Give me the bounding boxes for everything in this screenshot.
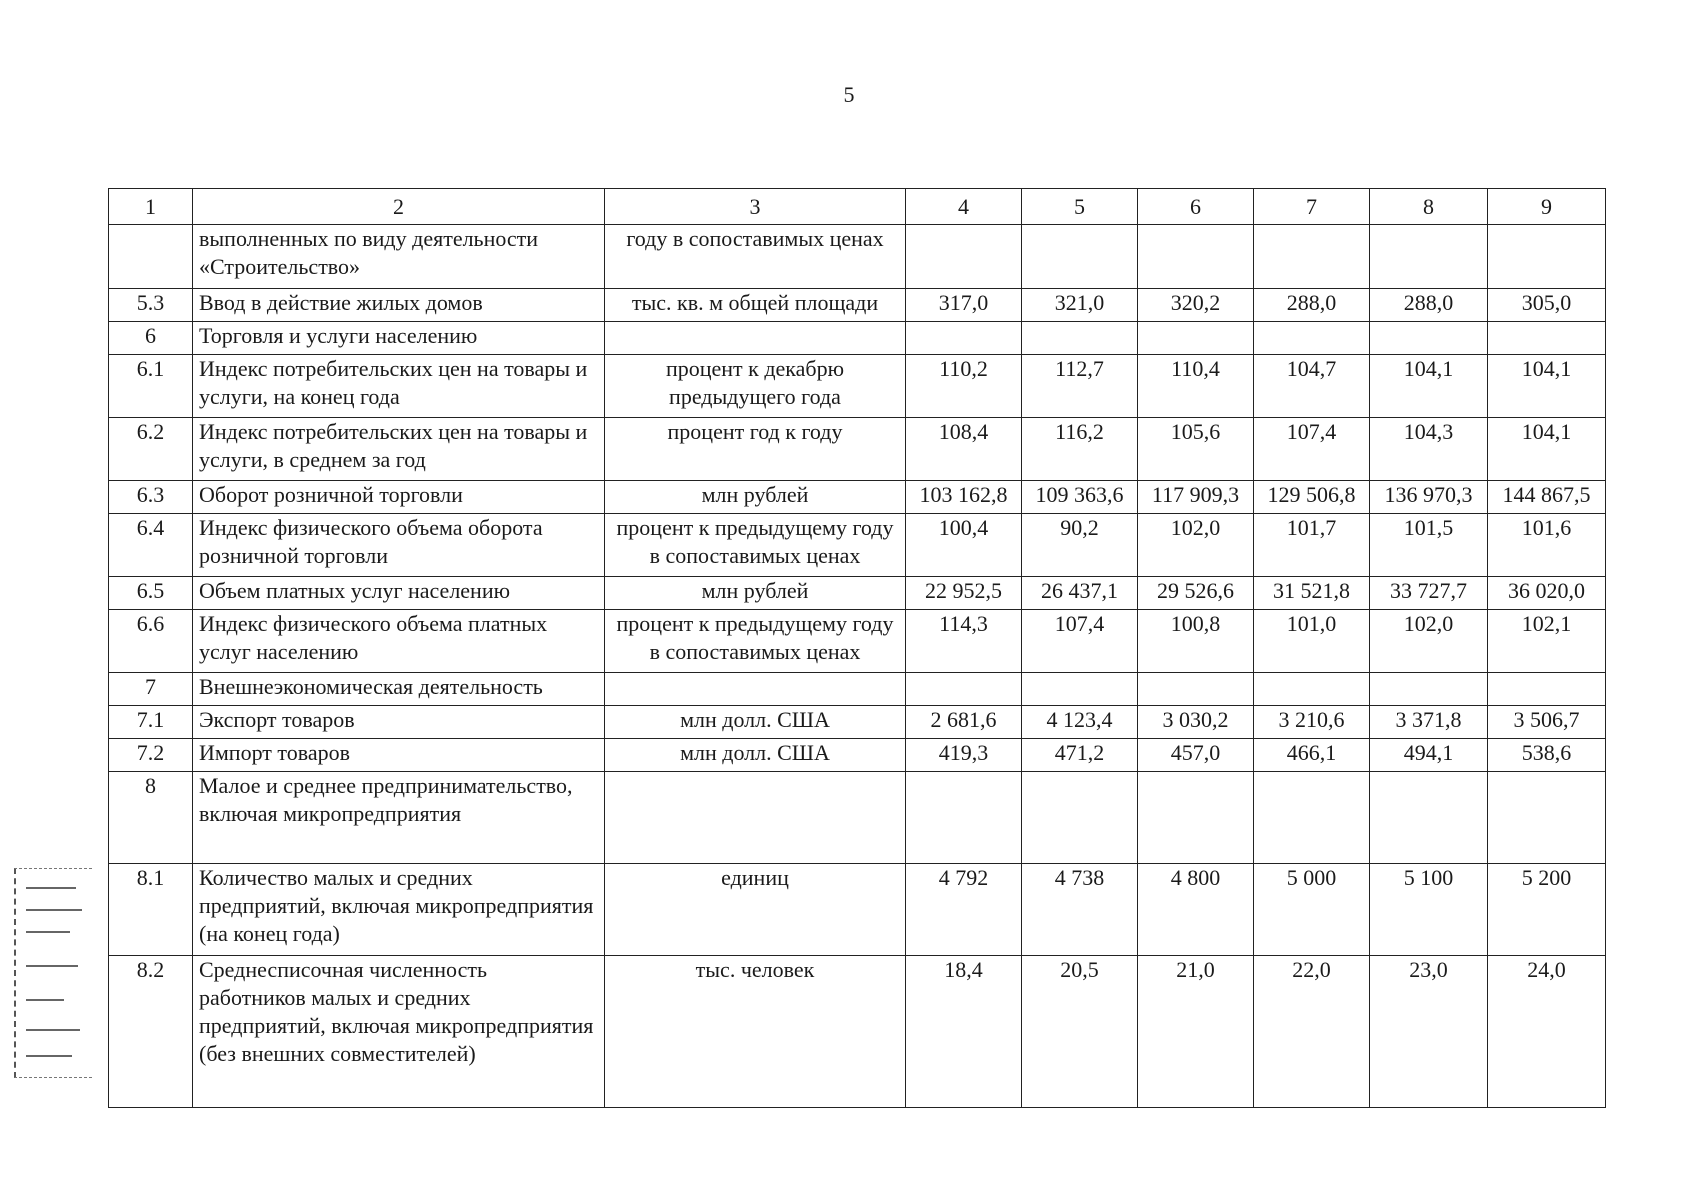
indicator-name-cell: Индекс физического объема оборота розничной торговли bbox=[193, 514, 605, 577]
value-cell: 4 792 bbox=[906, 864, 1022, 956]
value-cell bbox=[1488, 225, 1606, 289]
value-cell bbox=[1022, 322, 1138, 355]
indicator-name-cell: Экспорт товаров bbox=[193, 706, 605, 739]
row-number-cell: 8 bbox=[109, 772, 193, 864]
value-cell: 102,1 bbox=[1488, 610, 1606, 673]
value-cell bbox=[906, 772, 1022, 864]
value-cell bbox=[1138, 225, 1254, 289]
value-cell bbox=[1138, 673, 1254, 706]
header-cell: 4 bbox=[906, 189, 1022, 225]
value-cell: 129 506,8 bbox=[1254, 481, 1370, 514]
indicator-name-cell: Индекс потребительских цен на товары и услуги, на конец года bbox=[193, 355, 605, 418]
value-cell: 466,1 bbox=[1254, 739, 1370, 772]
table-row bbox=[109, 610, 1606, 673]
value-cell: 4 123,4 bbox=[1022, 706, 1138, 739]
value-cell: 108,4 bbox=[906, 418, 1022, 481]
value-cell: 20,5 bbox=[1022, 956, 1138, 1108]
table-row bbox=[109, 322, 1606, 355]
unit-cell: млн рублей bbox=[605, 577, 906, 610]
row-number-cell: 6.5 bbox=[109, 577, 193, 610]
unit-cell: процент к предыдущему году в сопоставимых ценах bbox=[605, 610, 906, 673]
indicator-name-cell: Ввод в действие жилых домов bbox=[193, 289, 605, 322]
value-cell: 288,0 bbox=[1370, 289, 1488, 322]
value-cell bbox=[1488, 772, 1606, 864]
unit-cell bbox=[605, 322, 906, 355]
value-cell: 105,6 bbox=[1138, 418, 1254, 481]
value-cell: 494,1 bbox=[1370, 739, 1488, 772]
table-row bbox=[109, 864, 1606, 956]
value-cell: 90,2 bbox=[1022, 514, 1138, 577]
value-cell: 29 526,6 bbox=[1138, 577, 1254, 610]
table-row bbox=[109, 673, 1606, 706]
value-cell bbox=[1370, 772, 1488, 864]
value-cell: 317,0 bbox=[906, 289, 1022, 322]
value-cell: 104,7 bbox=[1254, 355, 1370, 418]
indicator-name-cell: Малое и среднее предпринимательство, включая микропредприятия bbox=[193, 772, 605, 864]
value-cell: 107,4 bbox=[1254, 418, 1370, 481]
value-cell: 103 162,8 bbox=[906, 481, 1022, 514]
value-cell: 18,4 bbox=[906, 956, 1022, 1108]
page-number: 5 bbox=[843, 82, 855, 107]
value-cell: 114,3 bbox=[906, 610, 1022, 673]
row-number-cell: 6.2 bbox=[109, 418, 193, 481]
unit-cell: процент к предыдущему году в сопоставимых ценах bbox=[605, 514, 906, 577]
value-cell: 116,2 bbox=[1022, 418, 1138, 481]
value-cell: 101,5 bbox=[1370, 514, 1488, 577]
value-cell bbox=[1254, 772, 1370, 864]
table-row bbox=[109, 577, 1606, 610]
value-cell: 100,4 bbox=[906, 514, 1022, 577]
value-cell: 136 970,3 bbox=[1370, 481, 1488, 514]
value-cell bbox=[1254, 322, 1370, 355]
value-cell: 5 000 bbox=[1254, 864, 1370, 956]
unit-cell: единиц bbox=[605, 864, 906, 956]
value-cell: 23,0 bbox=[1370, 956, 1488, 1108]
indicator-name-cell: Индекс физического объема платных услуг населению bbox=[193, 610, 605, 673]
table-row bbox=[109, 739, 1606, 772]
header-cell: 2 bbox=[193, 189, 605, 225]
value-cell: 110,4 bbox=[1138, 355, 1254, 418]
value-cell: 5 200 bbox=[1488, 864, 1606, 956]
value-cell bbox=[906, 322, 1022, 355]
value-cell: 3 371,8 bbox=[1370, 706, 1488, 739]
row-number-cell: 8.2 bbox=[109, 956, 193, 1108]
value-cell: 26 437,1 bbox=[1022, 577, 1138, 610]
indicator-name-cell: Среднесписочная численность работников малых и средних предприятий, включая микропредприятия (без внешних совместителей) bbox=[193, 956, 605, 1108]
unit-cell: тыс. кв. м общей площади bbox=[605, 289, 906, 322]
value-cell: 104,1 bbox=[1488, 418, 1606, 481]
indicator-name-cell: Импорт товаров bbox=[193, 739, 605, 772]
value-cell: 5 100 bbox=[1370, 864, 1488, 956]
value-cell: 117 909,3 bbox=[1138, 481, 1254, 514]
header-cell: 9 bbox=[1488, 189, 1606, 225]
value-cell: 419,3 bbox=[906, 739, 1022, 772]
indicator-name-cell: Торговля и услуги населению bbox=[193, 322, 605, 355]
unit-cell: млн долл. США bbox=[605, 739, 906, 772]
row-number-cell: 7 bbox=[109, 673, 193, 706]
value-cell: 102,0 bbox=[1138, 514, 1254, 577]
unit-cell: млн долл. США bbox=[605, 706, 906, 739]
value-cell bbox=[1370, 673, 1488, 706]
value-cell: 457,0 bbox=[1138, 739, 1254, 772]
value-cell bbox=[906, 225, 1022, 289]
unit-cell bbox=[605, 772, 906, 864]
table-row bbox=[109, 706, 1606, 739]
row-number-cell: 8.1 bbox=[109, 864, 193, 956]
header-cell: 7 bbox=[1254, 189, 1370, 225]
table-row bbox=[109, 289, 1606, 322]
value-cell: 471,2 bbox=[1022, 739, 1138, 772]
indicator-name-cell: Количество малых и средних предприятий, включая микропредприятия (на конец года) bbox=[193, 864, 605, 956]
value-cell: 4 738 bbox=[1022, 864, 1138, 956]
row-number-cell: 7.1 bbox=[109, 706, 193, 739]
value-cell: 100,8 bbox=[1138, 610, 1254, 673]
table-header-row bbox=[109, 189, 1606, 225]
value-cell: 101,7 bbox=[1254, 514, 1370, 577]
value-cell: 320,2 bbox=[1138, 289, 1254, 322]
value-cell bbox=[1138, 322, 1254, 355]
value-cell: 104,1 bbox=[1488, 355, 1606, 418]
value-cell bbox=[1022, 673, 1138, 706]
value-cell: 24,0 bbox=[1488, 956, 1606, 1108]
value-cell: 22 952,5 bbox=[906, 577, 1022, 610]
row-number-cell: 6.3 bbox=[109, 481, 193, 514]
side-stamp bbox=[14, 868, 92, 1078]
value-cell: 144 867,5 bbox=[1488, 481, 1606, 514]
header-cell: 3 bbox=[605, 189, 906, 225]
indicator-name-cell: Индекс потребительских цен на товары и услуги, в среднем за год bbox=[193, 418, 605, 481]
row-number-cell: 6.4 bbox=[109, 514, 193, 577]
value-cell: 3 030,2 bbox=[1138, 706, 1254, 739]
value-cell: 107,4 bbox=[1022, 610, 1138, 673]
value-cell: 3 506,7 bbox=[1488, 706, 1606, 739]
unit-cell: процент к декабрю предыдущего года bbox=[605, 355, 906, 418]
value-cell: 101,0 bbox=[1254, 610, 1370, 673]
value-cell: 110,2 bbox=[906, 355, 1022, 418]
value-cell: 2 681,6 bbox=[906, 706, 1022, 739]
value-cell: 104,3 bbox=[1370, 418, 1488, 481]
table-row bbox=[109, 514, 1606, 577]
row-number-cell: 6 bbox=[109, 322, 193, 355]
row-number-cell: 6.1 bbox=[109, 355, 193, 418]
unit-cell: млн рублей bbox=[605, 481, 906, 514]
value-cell: 112,7 bbox=[1022, 355, 1138, 418]
indicator-name-cell: Оборот розничной торговли bbox=[193, 481, 605, 514]
indicator-name-cell: выполненных по виду деятельности «Строительство» bbox=[193, 225, 605, 289]
value-cell bbox=[1254, 225, 1370, 289]
table-row bbox=[109, 355, 1606, 418]
value-cell bbox=[1254, 673, 1370, 706]
value-cell: 321,0 bbox=[1022, 289, 1138, 322]
table-row bbox=[109, 956, 1606, 1108]
indicator-name-cell: Объем платных услуг населению bbox=[193, 577, 605, 610]
value-cell: 4 800 bbox=[1138, 864, 1254, 956]
value-cell: 102,0 bbox=[1370, 610, 1488, 673]
value-cell bbox=[1488, 322, 1606, 355]
value-cell: 104,1 bbox=[1370, 355, 1488, 418]
table-row bbox=[109, 225, 1606, 289]
row-number-cell: 5.3 bbox=[109, 289, 193, 322]
value-cell: 31 521,8 bbox=[1254, 577, 1370, 610]
value-cell: 3 210,6 bbox=[1254, 706, 1370, 739]
row-number-cell: 6.6 bbox=[109, 610, 193, 673]
row-number-cell: 7.2 bbox=[109, 739, 193, 772]
unit-cell: тыс. человек bbox=[605, 956, 906, 1108]
table-row bbox=[109, 772, 1606, 864]
value-cell bbox=[1488, 673, 1606, 706]
unit-cell: году в сопоставимых ценах bbox=[605, 225, 906, 289]
header-cell: 5 bbox=[1022, 189, 1138, 225]
indicators-table bbox=[108, 188, 1606, 1108]
value-cell: 305,0 bbox=[1488, 289, 1606, 322]
value-cell: 538,6 bbox=[1488, 739, 1606, 772]
unit-cell: процент год к году bbox=[605, 418, 906, 481]
value-cell: 109 363,6 bbox=[1022, 481, 1138, 514]
value-cell bbox=[1138, 772, 1254, 864]
row-number-cell bbox=[109, 225, 193, 289]
value-cell bbox=[1022, 225, 1138, 289]
indicator-name-cell: Внешнеэкономическая деятельность bbox=[193, 673, 605, 706]
value-cell: 36 020,0 bbox=[1488, 577, 1606, 610]
value-cell bbox=[1370, 225, 1488, 289]
table-row bbox=[109, 418, 1606, 481]
value-cell bbox=[1370, 322, 1488, 355]
value-cell bbox=[906, 673, 1022, 706]
table-row bbox=[109, 481, 1606, 514]
header-cell: 6 bbox=[1138, 189, 1254, 225]
value-cell: 33 727,7 bbox=[1370, 577, 1488, 610]
unit-cell bbox=[605, 673, 906, 706]
value-cell bbox=[1022, 772, 1138, 864]
value-cell: 288,0 bbox=[1254, 289, 1370, 322]
header-cell: 1 bbox=[109, 189, 193, 225]
value-cell: 101,6 bbox=[1488, 514, 1606, 577]
value-cell: 21,0 bbox=[1138, 956, 1254, 1108]
value-cell: 22,0 bbox=[1254, 956, 1370, 1108]
header-cell: 8 bbox=[1370, 189, 1488, 225]
